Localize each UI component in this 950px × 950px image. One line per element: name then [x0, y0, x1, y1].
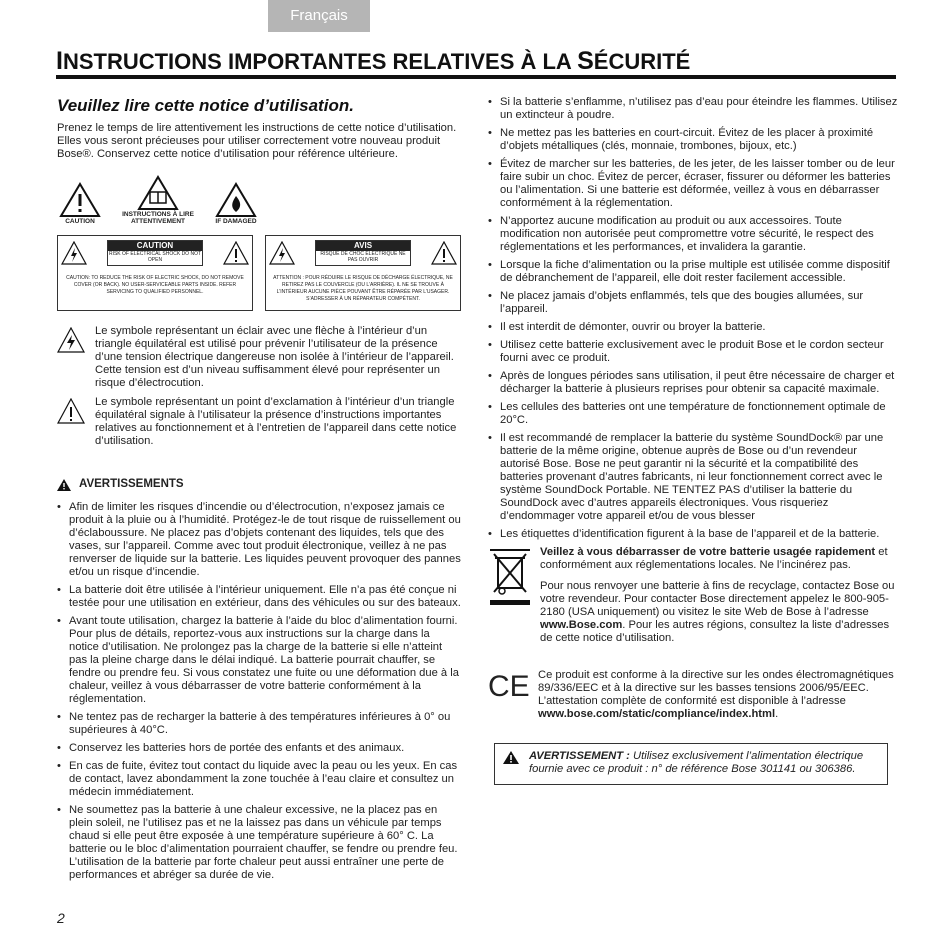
caution-triangle-icon: [59, 182, 101, 218]
lightning-triangle-icon: [269, 241, 295, 265]
list-item: • Ne placez jamais d’objets enflammés, tels que des bougies allumées, sur l’appareil.: [488, 290, 898, 316]
fire-symbol-label: IF DAMAGED: [215, 218, 257, 225]
language-tab: Français: [268, 0, 370, 32]
manual-triangle-icon: [137, 175, 179, 211]
warnings-list: [57, 501, 462, 882]
caution-label-text: CAUTION: TO REDUCE THE RISK OF ELECTRIC SHOCK, DO NOT REMOVE COVER (OR BACK). NO USER-SERVICEABLE PARTS INSIDE. REFER SERVICING TO QUALIFIED PERSONNEL.: [66, 275, 244, 295]
subtitle: Veuillez lire cette notice d’utilisation.: [57, 96, 354, 115]
fire-triangle-icon: [215, 182, 257, 218]
power-warning-box: [494, 743, 888, 785]
list-item: • Afin de limiter les risques d’incendie ou d’électrocution, n’exposez jamais ce produit à la pluie ou à l’humidité. Protégez-le de tout risque de ruissellement ou d’éclaboussure. Ne placez pas d’objets contenant des liquides, tels que des vases, sur l’appareil. Comme avec tout produit électronique, veillez à ne pas renverser de liquide sur la batterie. Les liquides peuvent provoquer des pannes et/ou un risque d’incendie.: [57, 501, 462, 579]
caution-symbol: [59, 182, 101, 225]
list-item: • Ne soumettez pas la batterie à une chaleur excessive, ne la placez pas en plein soleil, ne l’utilisez pas et ne la laissez pas dans un véhicule par temps chaud si elle peut être exposée à une température supérieure à 60° C. La batterie ou le bloc d’alimentation pourraient chauffer, se fendre ou prendre feu. L’utilisation de la batterie par forte chaleur peut aussi entraîner une perte de performances et abréger sa durée de vie.: [57, 804, 462, 882]
list-item: • Avant toute utilisation, chargez la batterie à l’aide du bloc d’alimentation fourni. Pour plus de détails, reportez-vous aux instructions sur la charge dans la notice d’utilisation. Ne prolongez pas la charge de la batterie si elle n’atteint pas la pleine charge dans le délai indiqué. La batterie pourrait chauffer, se fendre ou prendre feu. Si vous constatez une fuite ou une déformation due à la chaleur, veillez à vous débarrasser de votre batterie conformément à la réglementation.: [57, 615, 462, 706]
list-item: • Évitez de marcher sur les batteries, de les jeter, de les laisser tomber ou de leur faire subir un choc. Évitez de percer, écraser, fissurer ou déformer les batteries ou l’alimentation. Si une batterie est déformée, veillez à vous en débarrasser conformément à la réglementation.: [488, 158, 898, 210]
avis-label-sub: RISQUE DE CHOC ÉLECTRIQUE NE PAS OUVRIR: [320, 251, 406, 263]
list-item: • N’apportez aucune modification au produit ou aux accessoires. Toute modification non autorisée peut compromettre votre sécurité, le respect des réglementations et les performances, et invalidera la garantie.: [488, 215, 898, 254]
safety-labels: [57, 235, 462, 311]
list-item: • Lorsque la fiche d’alimentation ou la prise multiple est utilisée comme dispositif de débranchement de l’appareil, elle doit rester facilement accessible.: [488, 259, 898, 285]
symbol-row: [59, 171, 462, 225]
page-number: 2: [57, 910, 65, 926]
warning-triangle-icon: [503, 751, 519, 764]
exclamation-explanation: [57, 396, 462, 448]
list-item: • Si la batterie s’enflamme, n’utilisez pas d’eau pour éteindre les flammes. Utilisez un extincteur à poudre.: [488, 96, 898, 122]
compliance-link[interactable]: www.bose.com/static/compliance/index.html: [538, 708, 776, 720]
list-item: • En cas de fuite, évitez tout contact du liquide avec la peau ou les yeux. En cas de contact, lavez abondamment la zone touchée à l’eau claire et consultez un médecin immédiatement.: [57, 760, 462, 799]
exclamation-triangle-icon: [57, 398, 85, 424]
fire-symbol: [215, 182, 257, 225]
list-item: • Utilisez cette batterie exclusivement avec le produit Bose et le cordon secteur fourni avec ce produit.: [488, 339, 898, 365]
exclamation-triangle-icon: [223, 241, 249, 265]
lightning-explanation: [57, 325, 462, 390]
safety-list: [488, 96, 898, 541]
ce-mark-icon: CE: [488, 670, 530, 703]
power-warning-text: AVERTISSEMENT : Utilisez exclusivement l’alimentation électrique fournie avec ce produit : n° de référence Bose 301141 ou 306386.: [529, 750, 864, 775]
recycle-paragraph-1: Veillez à vous débarrasser de votre batterie usagée rapidement et conformément aux réglementations locales. Ne l’incinérez pas.: [540, 546, 888, 571]
left-column: [57, 96, 462, 887]
recycling-section: [488, 546, 898, 645]
ce-section: [488, 669, 898, 721]
lightning-triangle-icon: [57, 327, 85, 353]
caution-label: [57, 235, 253, 311]
warnings-heading: AVERTISSEMENTS: [57, 478, 462, 491]
list-item: • Après de longues périodes sans utilisation, il peut être nécessaire de charger et décharger la batterie à plusieurs reprises pour obtenir sa capacité maximale.: [488, 370, 898, 396]
avis-label: [265, 235, 461, 311]
list-item: • Ne tentez pas de recharger la batterie à des températures inférieures à 0° ou supérieures à 40°C.: [57, 711, 462, 737]
page-title: INSTRUCTIONS IMPORTANTES RELATIVES À LA SÉCURITÉ: [56, 47, 691, 75]
caution-label-sub: RISK OF ELECTRICAL SHOCK DO NOT OPEN: [108, 251, 202, 263]
list-item: • Conservez les batteries hors de portée des enfants et des animaux.: [57, 742, 462, 755]
right-column: [488, 96, 898, 785]
avis-label-text: ATTENTION : POUR RÉDUIRE LE RISQUE DE DÉCHARGE ÉLECTRIQUE, NE RETIREZ PAS LE COUVERCLE (OU L’ARRIÈRE). IL NE SE TROUVE À L’INTÉRIEUR AUCUNE PIÈCE POUVANT ÊTRE RÉPARÉE PAR L’USAGER. S’ADRESSER À UN RÉPARATEUR COMPÉTENT.: [273, 275, 453, 302]
intro-paragraph: Prenez le temps de lire attentivement les instructions de cette notice d’utilisation. Elles vous seront précieuses pour utiliser correctement votre nouveau produit Bose®. Conservez cette notice d’utilisation pour référence ultérieure.: [57, 122, 457, 160]
list-item: • Les étiquettes d’identification figurent à la base de l’appareil et de la batterie.: [488, 528, 898, 541]
exclamation-triangle-icon: [431, 241, 457, 265]
manual-symbol-label: INSTRUCTIONS À LIRE ATTENTIVEMENT: [122, 211, 194, 225]
manual-symbol: [117, 175, 199, 225]
bose-link[interactable]: www.Bose.com: [540, 619, 623, 631]
lightning-explanation-text: Le symbole représentant un éclair avec une flèche à l’intérieur d’un triangle équilatéral est utilisé pour prévenir l’utilisateur de la présence d’une tension électrique dangereuse non isolée à l’intérieur de l’appareil. Cette tension est d’un niveau suffisamment élevé pour représenter un risque d’électrocution.: [95, 325, 454, 389]
lightning-triangle-icon: [61, 241, 87, 265]
list-item: • Ne mettez pas les batteries en court-circuit. Évitez de les placer à proximité d’objets métalliques (clés, monnaie, trombones, bijoux, etc.): [488, 127, 898, 153]
caution-symbol-label: CAUTION: [65, 218, 95, 225]
exclamation-explanation-text: Le symbole représentant un point d’exclamation à l’intérieur d’un triangle équilatéral signale à l’utilisateur la présence d’instructions importantes relatives au fonctionnement et à l’entretien de l’appareil dans cette notice d’utilisation.: [95, 396, 457, 447]
avis-label-heading: AVIS: [316, 241, 410, 251]
title-rule: [56, 75, 896, 79]
recycle-paragraph-2: Pour nous renvoyer une batterie à fins de recyclage, contactez Bose ou votre revendeur. Pour contacter Bose directement appelez le 800-905-2180 (USA uniquement) ou visitez le site Web de Bose à l’adresse www.Bose.com. Pour les autres régions, consultez la liste d’adresses de cette notice d’utilisation.: [540, 580, 895, 644]
ce-text: Ce produit est conforme à la directive sur les ondes électromagnétiques 89/336/EEC et à la directive sur les basses tensions 2006/95/EEC. L’attestation complète de conformité est disponible à l’adresse www.bose.com/static/compliance/index.html.: [538, 669, 894, 720]
list-item: • Il est recommandé de remplacer la batterie du système SoundDock® par une batterie de la même origine, obtenue auprès de Bose ou d’un revendeur autorisé Bose. Bose ne peut garantir ni la sécurité et la compatibilité des batteries provenant d’autres fabricants, ni leur fonctionnement correct avec le système SoundDock Portable. NE TENTEZ PAS d’utiliser la batterie du SoundDock avec d’autres appareils électroniques. Vous risqueriez d’endommager votre appareil et/ou de vous blesser: [488, 432, 898, 523]
list-item: • Les cellules des batteries ont une température de fonctionnement optimale de 20°C.: [488, 401, 898, 427]
crossed-bin-icon: [488, 546, 532, 608]
list-item: • Il est interdit de démonter, ouvrir ou broyer la batterie.: [488, 321, 898, 334]
caution-label-heading: CAUTION: [108, 241, 202, 251]
list-item: • La batterie doit être utilisée à l’intérieur uniquement. Elle n’a pas été conçue ni testée pour une utilisation en extérieur, dans des véhicules ou sur des bateaux.: [57, 584, 462, 610]
warning-triangle-icon: [57, 479, 71, 491]
